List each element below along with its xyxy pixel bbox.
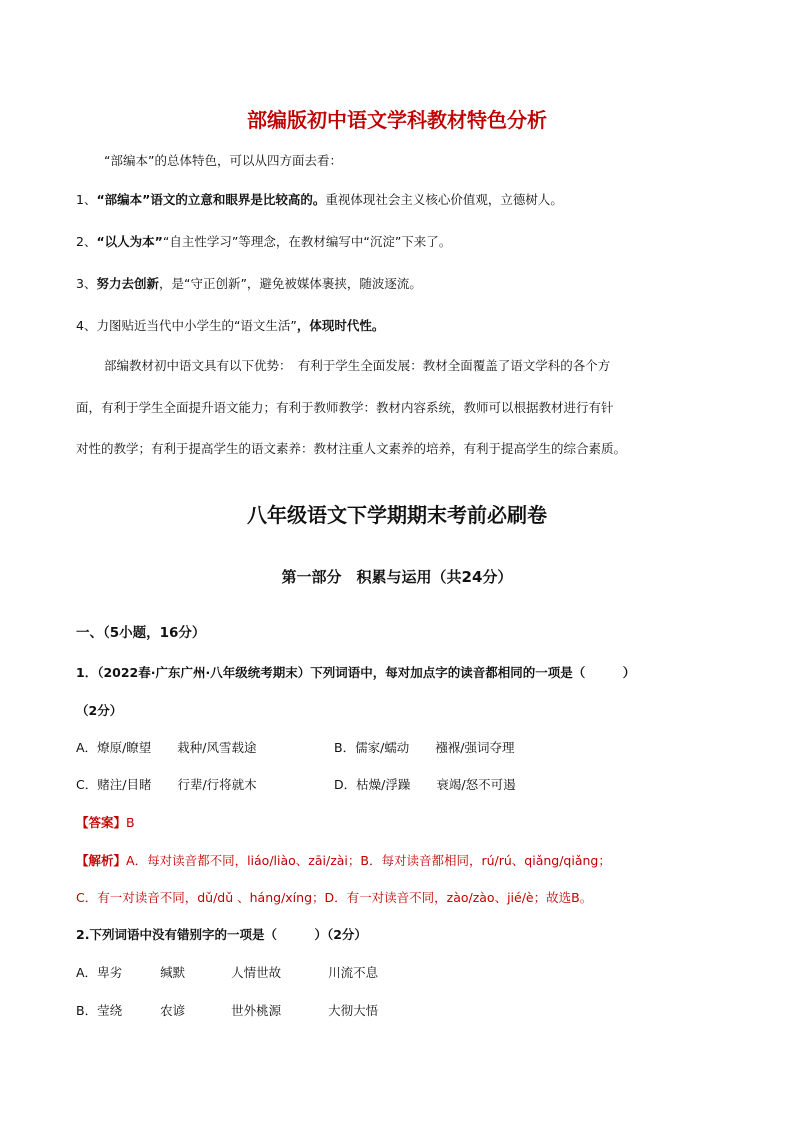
- exam-title: 八年级语文下学期期末考前必刷卷: [247, 503, 547, 527]
- q1-score: （2分）: [76, 703, 123, 718]
- q1-option-b: B．儒家/蠕动 襁褓/强词夺理: [334, 740, 515, 755]
- intro-title: 部编版初中语文学科教材特色分析: [247, 108, 547, 132]
- intro-point-3: 3、努力去创新，是“守正创新”，避免被媒体裹挟，随波逐流。: [76, 276, 422, 291]
- q1-option-a: A．燎原/瞭望 栽种/风雪载途: [76, 740, 257, 755]
- q1-option-d: D．枯燥/浮躁 衰竭/怒不可遏: [334, 777, 516, 792]
- q2-stem: 2.下列词语中没有错别字的一项是（ ）（2分）: [76, 927, 367, 942]
- section-heading: 一、（5小题，16分）: [76, 625, 206, 641]
- intro-paragraph-line-3: 对性的教学；有利于提高学生的语文素养：教材注重人文素养的培养，有利于提高学生的综合素质。: [76, 441, 627, 456]
- q1-analysis-line-1: 【解析】A．每对读音都不同，liáo/liào、zāi/zài；B．每对读音都相同，rú/rú、qiǎng/qiǎng；: [76, 853, 611, 868]
- q1-answer: 【答案】B: [76, 815, 135, 830]
- intro-paragraph-line-2: 面，有利于学生全面提升语文能力；有利于教师教学：教材内容系统，教师可以根据教材进行有针: [76, 400, 614, 415]
- q2-option-a: A．卑劣 缄默 人情世故 川流不息: [76, 965, 379, 980]
- intro-paragraph-line-1: 部编教材初中语文具有以下优势： 有利于学生全面发展：教材全面覆盖了语文学科的各个方: [104, 358, 611, 373]
- intro-point-1: 1、“部编本”语文的立意和眼界是比较高的。重视体现社会主义核心价值观，立德树人。: [76, 192, 563, 207]
- q1-analysis-line-2: C．有一对读音不同，dǔ/dǔ 、háng/xíng；D．有一对读音不同，zào/zào、jié/è；故选B。: [76, 890, 593, 905]
- q2-option-b: B．莹绕 农谚 世外桃源 大彻大悟: [76, 1003, 379, 1018]
- intro-point-2: 2、“以人为本”“自主性学习”等理念，在教材编写中“沉淀”下来了。: [76, 234, 452, 249]
- intro-lead: “部编本”的总体特色，可以从四方面去看：: [104, 153, 342, 168]
- q1-option-c: C．赌注/目睹 行辈/行将就木: [76, 777, 257, 792]
- intro-point-4: 4、力图贴近当代中小学生的“语文生活”，体现时代性。: [76, 318, 385, 333]
- q1-stem: 1．（2022春·广东广州·八年级统考期末）下列词语中，每对加点字的读音都相同的一项是（ ）: [76, 665, 636, 680]
- part-title: 第一部分 积累与运用（共24分）: [281, 568, 513, 586]
